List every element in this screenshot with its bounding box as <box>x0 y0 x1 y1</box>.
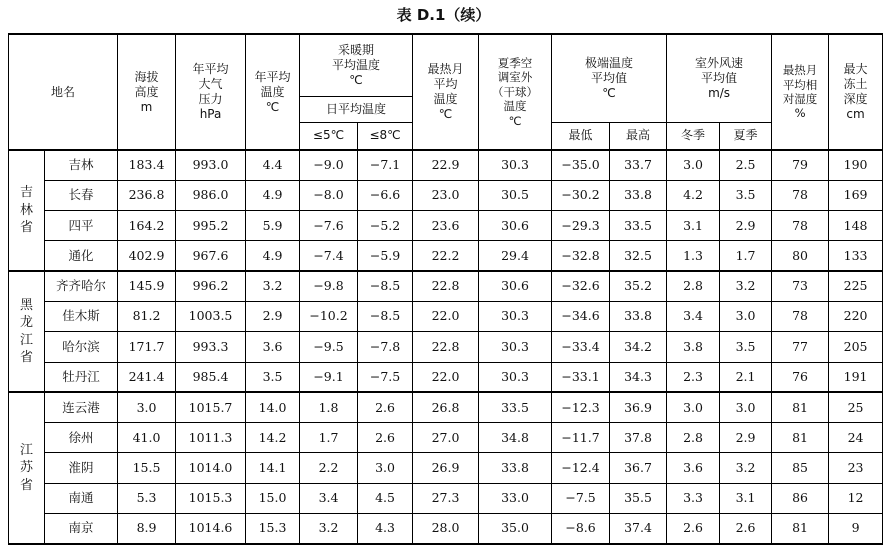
header-place: 地名 <box>9 34 118 150</box>
table-cell: 32.5 <box>610 241 667 271</box>
table-cell: 86 <box>772 483 829 513</box>
table-cell: 81 <box>772 423 829 453</box>
table-cell: 3.1 <box>720 483 772 513</box>
table-cell: 78 <box>772 180 829 210</box>
table-cell: 3.0 <box>118 392 176 422</box>
table-cell: 1.7 <box>720 241 772 271</box>
header-wind-speed: 室外风速 平均值 m/s <box>667 34 772 122</box>
table-cell: 4.9 <box>246 241 300 271</box>
header-frost-depth: 最大 冻土 深度 cm <box>829 34 883 150</box>
table-cell: 2.6 <box>720 514 772 544</box>
table-row <box>9 392 883 422</box>
table-cell: 15.3 <box>246 514 300 544</box>
table-cell: 33.8 <box>610 301 667 331</box>
table-body <box>9 150 883 544</box>
table-cell: 33.8 <box>479 453 552 483</box>
table-cell: 2.6 <box>667 514 720 544</box>
table-cell: 30.5 <box>479 180 552 210</box>
table-cell: 15.0 <box>246 483 300 513</box>
table-cell: 2.3 <box>667 362 720 392</box>
city-name: 长春 <box>45 180 118 210</box>
table-cell: 4.9 <box>246 180 300 210</box>
table-row <box>9 271 883 301</box>
table-cell: 1014.6 <box>176 514 246 544</box>
table-cell: 22.0 <box>413 301 479 331</box>
table-row <box>9 241 883 271</box>
table-cell: 26.8 <box>413 392 479 422</box>
table-cell: 81.2 <box>118 301 176 331</box>
table-cell: 3.2 <box>720 453 772 483</box>
province-name: 黑龙江省 <box>19 297 33 366</box>
table-cell: 5.3 <box>118 483 176 513</box>
table-cell: 1003.5 <box>176 301 246 331</box>
table-cell: 4.3 <box>358 514 413 544</box>
table-cell: 3.2 <box>300 514 358 544</box>
table-cell: 27.0 <box>413 423 479 453</box>
city-name: 徐州 <box>45 423 118 453</box>
table-cell: −12.3 <box>552 392 610 422</box>
table-cell: 30.3 <box>479 301 552 331</box>
city-name: 淮阴 <box>45 453 118 483</box>
table-cell: −32.8 <box>552 241 610 271</box>
table-cell: 22.0 <box>413 362 479 392</box>
table-cell: 1015.7 <box>176 392 246 422</box>
table-cell: 241.4 <box>118 362 176 392</box>
header-wind-winter: 冬季 <box>667 122 720 150</box>
table-cell: 183.4 <box>118 150 176 180</box>
table-cell: 35.2 <box>610 271 667 301</box>
header-humidity: 最热月 平均相 对湿度 % <box>772 34 829 150</box>
table-cell: 73 <box>772 271 829 301</box>
table-cell: −7.5 <box>358 362 413 392</box>
table-row <box>9 423 883 453</box>
table-cell: 1011.3 <box>176 423 246 453</box>
table-cell: 2.9 <box>720 211 772 241</box>
city-name: 哈尔滨 <box>45 332 118 362</box>
table-cell: −30.2 <box>552 180 610 210</box>
table-cell: 986.0 <box>176 180 246 210</box>
table-cell: 402.9 <box>118 241 176 271</box>
table-cell: 220 <box>829 301 883 331</box>
table-cell: 1.3 <box>667 241 720 271</box>
table-cell: 37.4 <box>610 514 667 544</box>
table-cell: 191 <box>829 362 883 392</box>
table-cell: −10.2 <box>300 301 358 331</box>
table-cell: 236.8 <box>118 180 176 210</box>
province-label <box>9 392 45 544</box>
city-name: 吉林 <box>45 150 118 180</box>
table-cell: −7.8 <box>358 332 413 362</box>
table-cell: 34.3 <box>610 362 667 392</box>
table-cell: 2.2 <box>300 453 358 483</box>
table-cell: 12 <box>829 483 883 513</box>
table-cell: 22.8 <box>413 332 479 362</box>
table-row <box>9 180 883 210</box>
header-extreme-max: 最高 <box>610 122 667 150</box>
header-le5: ≤5℃ <box>300 122 358 150</box>
table-cell: 79 <box>772 150 829 180</box>
table-cell: 81 <box>772 514 829 544</box>
table-cell: −8.0 <box>300 180 358 210</box>
header-heating-period-temp: 采暖期 平均温度 ℃ <box>300 34 413 96</box>
table-cell: −33.4 <box>552 332 610 362</box>
table-cell: 9 <box>829 514 883 544</box>
table-cell: −7.4 <box>300 241 358 271</box>
table-cell: 85 <box>772 453 829 483</box>
table-cell: 30.6 <box>479 271 552 301</box>
table-row <box>9 362 883 392</box>
table-row <box>9 483 883 513</box>
table-cell: 3.4 <box>667 301 720 331</box>
table-cell: 27.3 <box>413 483 479 513</box>
table-cell: 3.5 <box>246 362 300 392</box>
table-cell: 190 <box>829 150 883 180</box>
table-cell: 23.6 <box>413 211 479 241</box>
table-cell: 33.5 <box>610 211 667 241</box>
table-cell: 24 <box>829 423 883 453</box>
table-cell: 1014.0 <box>176 453 246 483</box>
header-daily-avg-temp: 日平均温度 <box>300 96 413 122</box>
table-cell: 996.2 <box>176 271 246 301</box>
table-cell: 30.6 <box>479 211 552 241</box>
city-name: 南通 <box>45 483 118 513</box>
table-cell: 14.0 <box>246 392 300 422</box>
table-cell: 41.0 <box>118 423 176 453</box>
header-le8: ≤8℃ <box>358 122 413 150</box>
table-cell: 145.9 <box>118 271 176 301</box>
table-cell: −9.5 <box>300 332 358 362</box>
table-cell: −33.1 <box>552 362 610 392</box>
table-cell: 33.7 <box>610 150 667 180</box>
table-cell: 4.5 <box>358 483 413 513</box>
table-cell: 36.7 <box>610 453 667 483</box>
table-cell: 30.3 <box>479 150 552 180</box>
table-cell: 1015.3 <box>176 483 246 513</box>
table-row <box>9 332 883 362</box>
table-cell: 2.9 <box>246 301 300 331</box>
header-summer-ac-temp: 夏季空 调室外 （干球） 温度 ℃ <box>479 34 552 150</box>
table-row <box>9 211 883 241</box>
table-row <box>9 453 883 483</box>
header-annual-temp: 年平均 温度 ℃ <box>246 34 300 150</box>
table-row <box>9 150 883 180</box>
table-cell: 3.2 <box>720 271 772 301</box>
table-cell: 33.5 <box>479 392 552 422</box>
table-cell: 80 <box>772 241 829 271</box>
table-cell: 2.5 <box>720 150 772 180</box>
table-cell: 205 <box>829 332 883 362</box>
header-hottest-month-temp: 最热月 平均 温度 ℃ <box>413 34 479 150</box>
table-cell: 1.8 <box>300 392 358 422</box>
table-row <box>9 301 883 331</box>
table-cell: 225 <box>829 271 883 301</box>
table-cell: 3.0 <box>720 392 772 422</box>
table-cell: 3.6 <box>667 453 720 483</box>
table-cell: 22.9 <box>413 150 479 180</box>
table-cell: 22.8 <box>413 271 479 301</box>
city-name: 牡丹江 <box>45 362 118 392</box>
table-cell: −5.9 <box>358 241 413 271</box>
table-cell: 3.5 <box>720 332 772 362</box>
table-cell: 3.6 <box>246 332 300 362</box>
table-cell: 28.0 <box>413 514 479 544</box>
table-cell: 3.0 <box>358 453 413 483</box>
table-cell: −12.4 <box>552 453 610 483</box>
header-extreme-temp: 极端温度 平均值 ℃ <box>552 34 667 122</box>
table-row <box>9 514 883 544</box>
table-cell: 2.6 <box>358 423 413 453</box>
table-cell: 993.0 <box>176 150 246 180</box>
table-cell: 967.6 <box>176 241 246 271</box>
table-cell: −35.0 <box>552 150 610 180</box>
climate-data-table <box>8 33 883 545</box>
table-cell: 33.0 <box>479 483 552 513</box>
table-cell: −8.6 <box>552 514 610 544</box>
header-wind-summer: 夏季 <box>720 122 772 150</box>
table-cell: 34.8 <box>479 423 552 453</box>
table-cell: −34.6 <box>552 301 610 331</box>
table-cell: 30.3 <box>479 332 552 362</box>
table-cell: −9.0 <box>300 150 358 180</box>
province-label <box>9 150 45 271</box>
table-cell: 164.2 <box>118 211 176 241</box>
table-cell: 3.8 <box>667 332 720 362</box>
table-cell: 3.3 <box>667 483 720 513</box>
city-name: 连云港 <box>45 392 118 422</box>
table-cell: 148 <box>829 211 883 241</box>
header-extreme-min: 最低 <box>552 122 610 150</box>
table-cell: 3.0 <box>667 150 720 180</box>
table-cell: 2.8 <box>667 271 720 301</box>
city-name: 佳木斯 <box>45 301 118 331</box>
table-cell: 2.1 <box>720 362 772 392</box>
table-cell: −11.7 <box>552 423 610 453</box>
table-cell: −5.2 <box>358 211 413 241</box>
table-cell: 171.7 <box>118 332 176 362</box>
table-cell: −9.1 <box>300 362 358 392</box>
table-cell: 23.0 <box>413 180 479 210</box>
table-cell: −7.1 <box>358 150 413 180</box>
table-cell: 4.4 <box>246 150 300 180</box>
table-cell: 985.4 <box>176 362 246 392</box>
table-cell: 5.9 <box>246 211 300 241</box>
table-cell: 76 <box>772 362 829 392</box>
table-cell: −8.5 <box>358 301 413 331</box>
table-cell: 4.2 <box>667 180 720 210</box>
table-cell: −7.6 <box>300 211 358 241</box>
table-cell: 77 <box>772 332 829 362</box>
header-altitude: 海拔 高度 m <box>118 34 176 150</box>
table-cell: 78 <box>772 211 829 241</box>
table-cell: 169 <box>829 180 883 210</box>
city-name: 四平 <box>45 211 118 241</box>
table-cell: 133 <box>829 241 883 271</box>
table-cell: 26.9 <box>413 453 479 483</box>
city-name: 南京 <box>45 514 118 544</box>
table-cell: 25 <box>829 392 883 422</box>
table-cell: 35.0 <box>479 514 552 544</box>
table-cell: 3.0 <box>720 301 772 331</box>
table-cell: −9.8 <box>300 271 358 301</box>
table-cell: −6.6 <box>358 180 413 210</box>
table-cell: 78 <box>772 301 829 331</box>
table-cell: 15.5 <box>118 453 176 483</box>
table-cell: 33.8 <box>610 180 667 210</box>
table-title: 表 D.1（续） <box>396 6 491 24</box>
table-cell: 2.9 <box>720 423 772 453</box>
table-cell: 23 <box>829 453 883 483</box>
city-name: 齐齐哈尔 <box>45 271 118 301</box>
table-cell: 3.2 <box>246 271 300 301</box>
table-cell: 36.9 <box>610 392 667 422</box>
table-cell: 81 <box>772 392 829 422</box>
table-cell: 35.5 <box>610 483 667 513</box>
table-cell: 2.8 <box>667 423 720 453</box>
table-cell: 3.1 <box>667 211 720 241</box>
table-cell: 2.6 <box>358 392 413 422</box>
table-cell: 3.5 <box>720 180 772 210</box>
table-cell: −29.3 <box>552 211 610 241</box>
table-cell: 1.7 <box>300 423 358 453</box>
table-cell: 29.4 <box>479 241 552 271</box>
table-cell: 30.3 <box>479 362 552 392</box>
province-label <box>9 271 45 392</box>
table-cell: 34.2 <box>610 332 667 362</box>
table-cell: 37.8 <box>610 423 667 453</box>
table-cell: 3.0 <box>667 392 720 422</box>
header-pressure: 年平均 大气 压力 hPa <box>176 34 246 150</box>
city-name: 通化 <box>45 241 118 271</box>
province-name: 江苏省 <box>19 442 33 493</box>
table-cell: −8.5 <box>358 271 413 301</box>
province-name: 吉林省 <box>19 185 33 236</box>
table-cell: −32.6 <box>552 271 610 301</box>
table-cell: 14.1 <box>246 453 300 483</box>
table-cell: 995.2 <box>176 211 246 241</box>
table-cell: 8.9 <box>118 514 176 544</box>
table-cell: 14.2 <box>246 423 300 453</box>
table-cell: 993.3 <box>176 332 246 362</box>
table-cell: −7.5 <box>552 483 610 513</box>
table-cell: 3.4 <box>300 483 358 513</box>
table-cell: 22.2 <box>413 241 479 271</box>
